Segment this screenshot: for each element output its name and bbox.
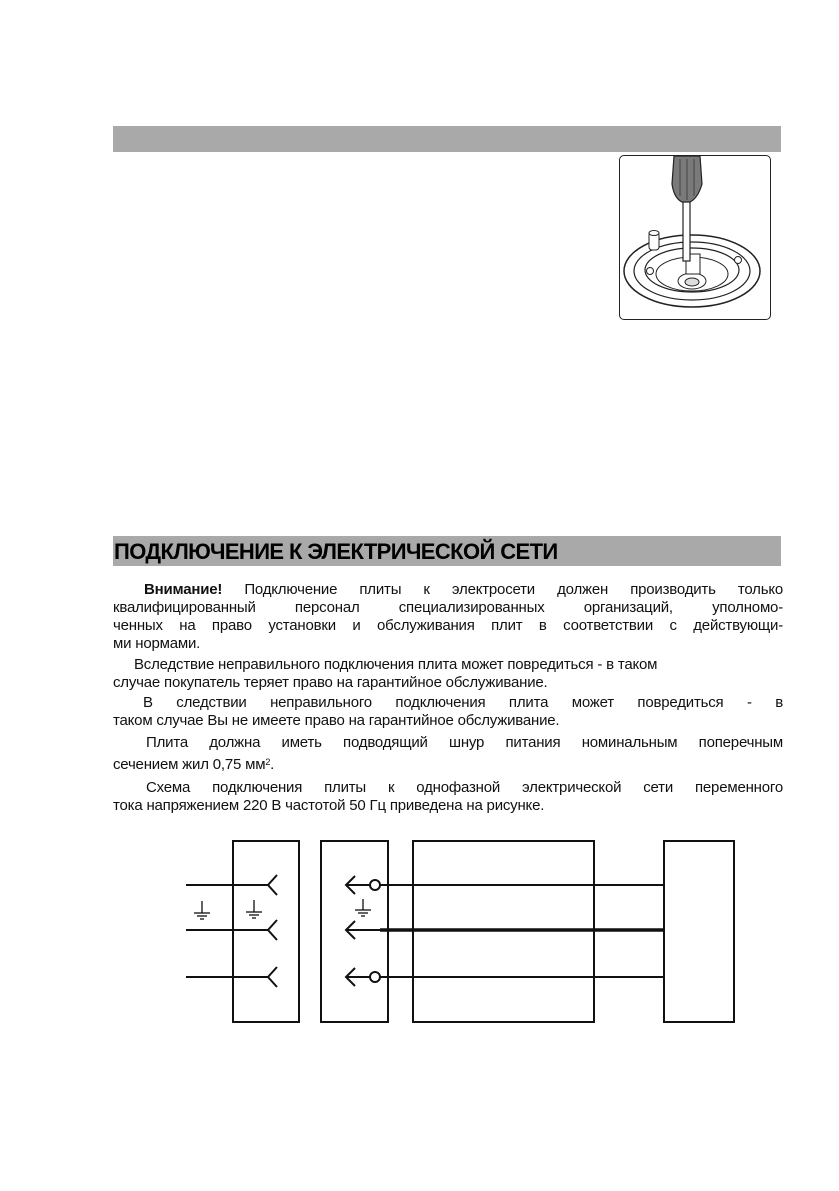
text-line: квалифицированный персонал специализированных организаций, уполномо- bbox=[113, 599, 783, 616]
text-line: Вследствие неправильного подключения плита может повредиться - в таком bbox=[134, 656, 658, 673]
wiring-diagram bbox=[180, 832, 740, 1032]
paragraph-cord bbox=[113, 734, 783, 774]
text-line: ченных на право установки и обслуживания плит в соответствии с действующи- bbox=[113, 617, 783, 634]
paragraph-warning bbox=[113, 581, 783, 653]
text-line: случае покупатель теряет право на гарантийное обслуживание. bbox=[113, 674, 548, 691]
stove-block bbox=[664, 841, 734, 1022]
burner-screwdriver-illustration bbox=[619, 155, 771, 320]
text-line: Схема подключения плиты к однофазной электрической сети переменного bbox=[146, 779, 783, 796]
text-line: Плита должна иметь подводящий шнур питания номинальным поперечным bbox=[146, 734, 783, 751]
plug-block bbox=[321, 841, 388, 1022]
text-line bbox=[113, 756, 783, 774]
ground-symbol-icon bbox=[194, 901, 210, 919]
warning-label: Внимание! bbox=[144, 581, 223, 598]
text-line bbox=[113, 581, 783, 599]
text-line: таком случае Вы не имеете право на гарантийное обслуживание. bbox=[113, 712, 560, 729]
ground-symbol-icon bbox=[355, 899, 371, 916]
text-line: тока напряжением 220 В частотой 50 Гц приведена на рисунке. bbox=[113, 797, 545, 814]
paragraph-improper-connection bbox=[113, 656, 783, 692]
screwdriver-burner-icon bbox=[620, 156, 770, 319]
superscript: 2 bbox=[265, 757, 271, 767]
text-line: В следствии неправильного подключения плита может повредиться - в bbox=[143, 694, 783, 711]
text-line: ми нормами. bbox=[113, 635, 201, 652]
text-span: Подключение плиты к электросети должен производить только bbox=[244, 581, 784, 598]
text-span: . bbox=[270, 756, 275, 773]
top-section-bar bbox=[113, 126, 781, 152]
paragraph-warranty bbox=[113, 694, 783, 730]
section-heading: ПОДКЛЮЧЕНИЕ К ЭЛЕКТРИЧЕСКОЙ СЕТИ bbox=[113, 536, 781, 566]
text-span: сечением жил 0,75 мм bbox=[113, 756, 266, 773]
ground-symbol-icon bbox=[246, 900, 262, 918]
wiring-diagram-svg bbox=[180, 832, 740, 1032]
paragraph-scheme bbox=[113, 779, 783, 815]
socket-block bbox=[233, 841, 299, 1022]
